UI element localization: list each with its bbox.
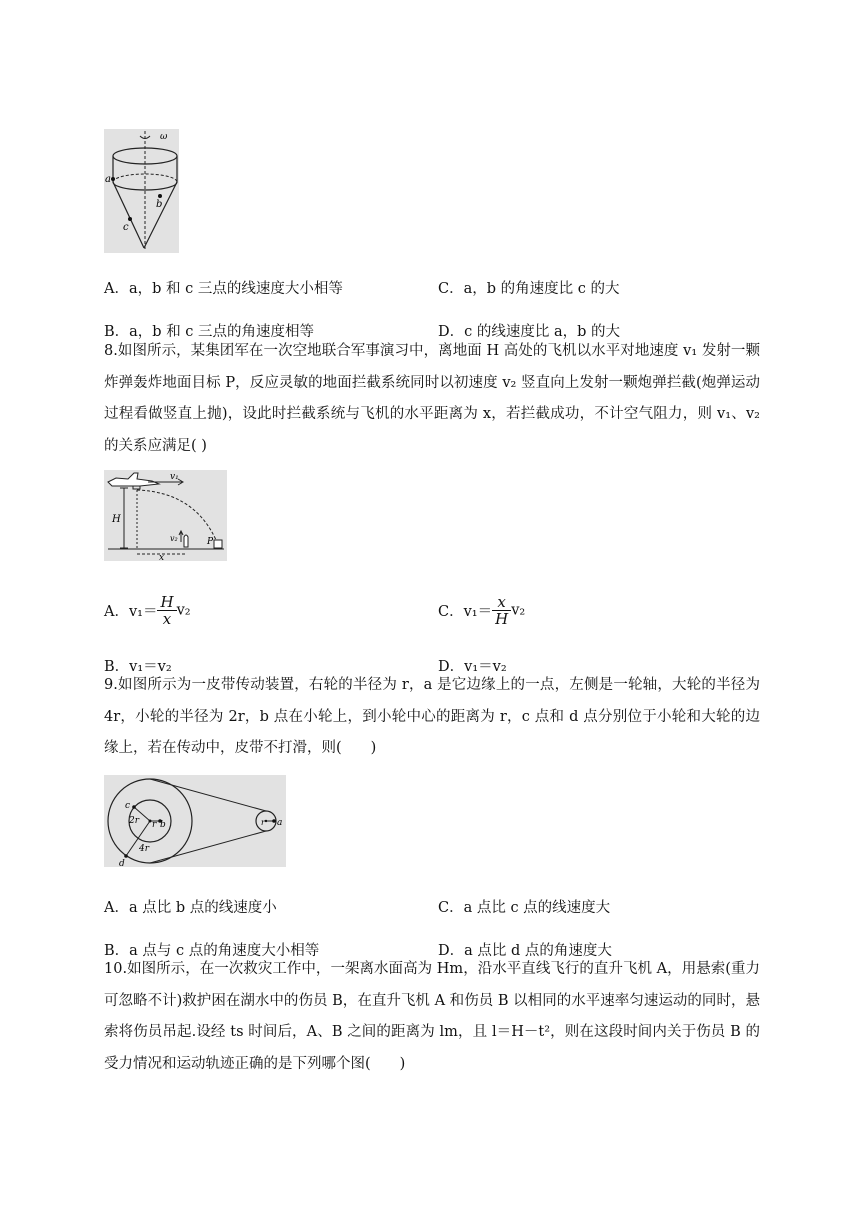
q8-label-p: P [207,537,214,547]
q9-point-d: d [119,859,125,867]
q9-point-a: a [277,818,283,828]
q7-point-a: a [105,174,111,185]
q8-label-h: H [112,514,121,525]
q7-option-d: D．c 的线速度比 a，b 的大 [438,324,620,340]
q7-option-a: A．a，b 和 c 三点的线速度大小相等 [104,281,343,297]
q8-option-c-denominator: H [495,610,509,628]
q9-label-r: r [152,820,157,830]
q7-point-c: c [123,222,129,233]
q8-question-text: 8.如图所示，某集团军在一次空地联合军事演习中，离地面 H 高处的飞机以水平对地速度 v₁ 发射一颗炸弹轰炸地面目标 P，反应灵敏的地面拦截系统同时以初速度 v₂ 竖直向上发射一颗炮弹拦截(炮弹运动过程看做竖直上抛)，设此时拦截系统与飞机的水平距离为 x，若拦截成功，不计空气阻力，则 v₁、v₂ 的关系应满足( ) [104,343,760,454]
q9-option-b: B．a 点与 c 点的角速度大小相等 [104,943,320,959]
q8-option-c [438,594,525,627]
q9-option-a: A．a 点比 b 点的线速度小 [104,900,277,916]
q8-option-c-prefix: C．v₁＝ [438,604,493,620]
q7-option-b: B．a，b 和 c 三点的角速度相等 [104,324,315,340]
q8-option-c-suffix: v₂ [511,602,526,619]
q9-point-b: b [160,820,166,830]
q8-option-a-suffix: v₂ [176,602,191,619]
q10-question-text: 10.如图所示，在一次救灾工作中，一架离水面高为 Hm，沿水平直线飞行的直升飞机 A，用悬索(重力可忽略不计)救护困在湖水中的伤员 B，在直升飞机 A 和伤员 B 以相同的水平速率匀速运动的同时，悬索将伤员吊起.设经 ts 时间后，A、B 之间的距离为 lm，且 l＝H－t²，则在这段时间内关于伤员 B 的受力情况和运动轨迹正确的是下列哪个图( ) [104,961,760,1072]
q8-option-d: D．v₁＝v₂ [438,659,507,675]
q8-option-a-denominator: x [162,610,172,628]
q8-option-a-prefix: A．v₁＝ [104,604,158,620]
q9-point-c: c [125,801,131,811]
q7-point-b: b [156,199,163,210]
q8-option-a-fraction [157,594,176,627]
q9-question-text: 9.如图所示为一皮带传动装置，右轮的半径为 r，a 是它边缘上的一点，左侧是一轮轴，大轮的半径为 4r，小轮的半径为 2r，b 点在小轮上，到小轮中心的距离为 r，c 点和 d 点分别位于小轮和大轮的边缘上，若在传动中，皮带不打滑，则( ) [104,677,760,756]
q9-option-d: D．a 点比 d 点的角速度大 [438,943,612,959]
q9-label-r-small: r [261,818,265,827]
q7-figure-cone [104,129,179,253]
q8-option-a-numerator: H [157,594,176,611]
q9-label-4r: 4r [139,844,150,854]
q7-omega-label: ω [160,132,168,142]
q9-figure-belt-drive [104,775,286,867]
q8-label-x: x [159,553,165,561]
q7-option-c: C．a，b 的角速度比 c 的大 [438,281,620,297]
q8-figure-plane-intercept [104,470,227,561]
q8-option-c-numerator: x [492,594,511,611]
q9-option-c: C．a 点比 c 点的线速度大 [438,900,611,916]
q8-option-c-fraction [492,594,511,627]
q8-label-v2: v₂ [170,534,178,543]
q8-label-v1: v₁ [170,472,179,482]
q9-label-2r: 2r [129,816,140,826]
q8-option-b: B．v₁＝v₂ [104,659,172,675]
q8-option-a [104,594,191,627]
